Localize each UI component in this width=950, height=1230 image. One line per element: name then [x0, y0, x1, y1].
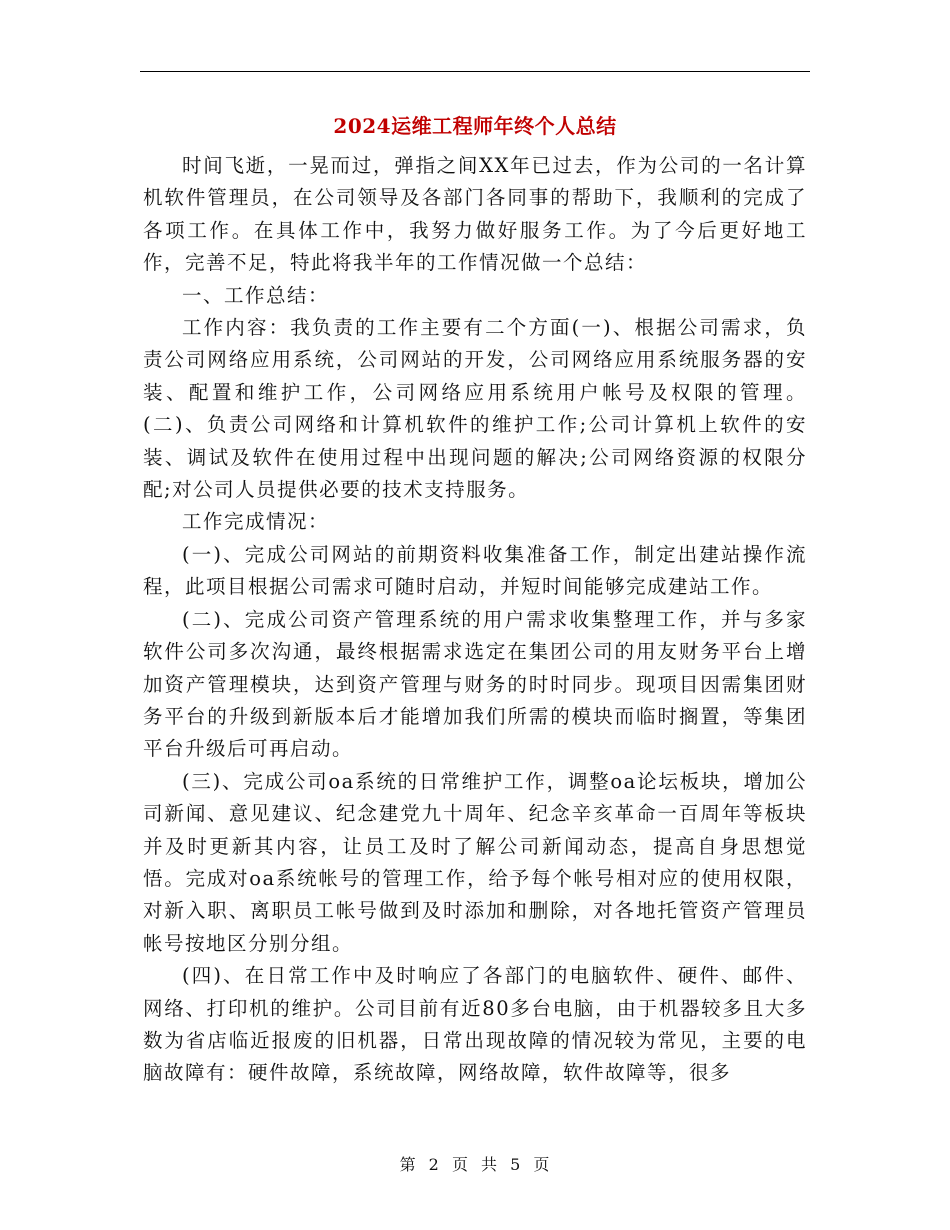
subheading-work-completion: 工作完成情况： [182, 510, 330, 534]
paragraph-item-2: (二)、完成公司资产管理系统的用户需求收集整理工作，并与多家软件公司多次沟通，最终根据需求选定在集团公司的用友财务平台上增加资产管理模块，达到资产管理与财务的时时同步。现项目因需集团财务平台的升级到新版本后才能增加我们所需的模块而临时搁置，等集团平台升级后可再启动。 [143, 607, 807, 761]
paragraph-item-4: (四)、在日常工作中及时响应了各部门的电脑软件、硬件、邮件、网络、打印机的维护。公司目前有近80多台电脑，由于机器较多且大多数为省店临近报废的旧机器，日常出现故障的情况较为常见，主要的电脑故障有：硬件故障，系统故障，网络故障，软件故障等，很多 [143, 964, 807, 1085]
document-title: 2024运维工程师年终个人总结 [333, 114, 617, 138]
section-heading-work-summary: 一、工作总结： [182, 283, 330, 307]
header-rule [140, 71, 810, 72]
document-body [143, 150, 807, 1090]
paragraph-work-content: 工作内容：我负责的工作主要有二个方面(一)、根据公司需求，负责公司网络应用系统，公司网站的开发，公司网络应用系统服务器的安装、配置和维护工作，公司网络应用系统用户帐号及权限的管理。(二)、负责公司网络和计算机软件的维护工作;公司计算机上软件的安装、调试及软件在使用过程中出现问题的解决;公司网络资源的权限分配;对公司人员提供必要的技术支持服务。 [143, 316, 807, 502]
paragraph-item-1: (一)、完成公司网站的前期资料收集准备工作，制定出建站操作流程，此项目根据公司需求可随时启动，并短时间能够完成建站工作。 [143, 542, 807, 599]
paragraph-item-3: (三)、完成公司oa系统的日常维护工作，调整oa论坛板块，增加公司新闻、意见建议、纪念建党九十周年、纪念辛亥革命一百周年等板块并及时更新其内容，让员工及时了解公司新闻动态，提高自身思想觉悟。完成对oa系统帐号的管理工作，给予每个帐号相对应的使用权限，对新入职、离职员工帐号做到及时添加和删除，对各地托管资产管理员帐号按地区分别分组。 [143, 769, 807, 955]
paragraph-intro: 时间飞逝，一晃而过，弹指之间XX年已过去，作为公司的一名计算机软件管理员，在公司领导及各部门各同事的帮助下，我顺利的完成了各项工作。在具体工作中，我努力做好服务工作。为了今后更好地工作，完善不足，特此将我半年的工作情况做一个总结： [143, 154, 807, 275]
page-number-footer: 第 2 页 共 5 页 [399, 1155, 551, 1174]
